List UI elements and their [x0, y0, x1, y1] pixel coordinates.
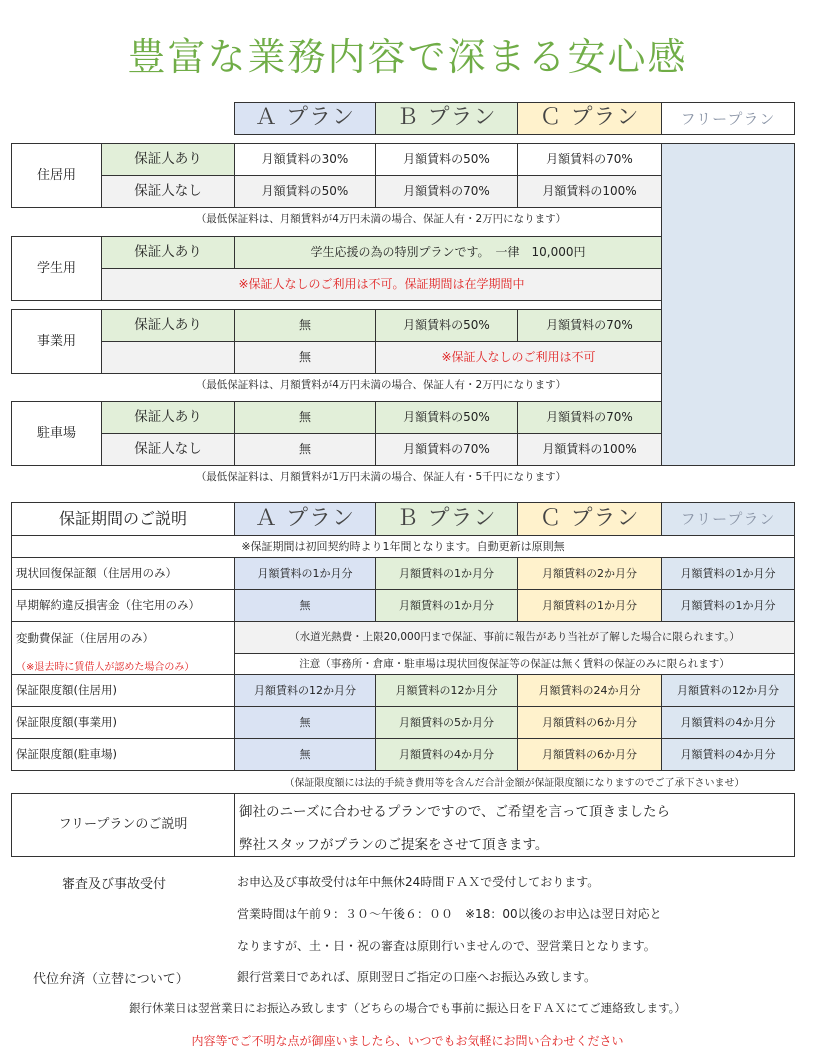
business-row2-bc: ※保証人なしのご利用は不可 — [375, 341, 662, 374]
limit-row1-b: 月額賃料の12か月分 — [375, 674, 518, 707]
period-row2-free: 月額賃料の1か月分 — [661, 589, 795, 622]
student-row1-label: 保証人あり — [101, 236, 235, 269]
variable-text2: 注意（事務所・倉庫・駐車場は現状回復保証等の保証は無く賃料の保証のみに限られます） — [234, 653, 795, 675]
residential-row2-c: 月額賃料の100% — [517, 175, 662, 208]
period-plan-b: Ｂ プラン — [375, 502, 518, 536]
period-notice: ※保証期間は初回契約時より1年間となります。自動更新は原則無 — [11, 535, 795, 558]
residential-row1-c: 月額賃料の70% — [517, 143, 662, 176]
info-line1: お申込及び事故受付は年中無休24時間ＦＡＸで受付しております。 — [237, 875, 600, 889]
plan-c-header: Ｃ プラン — [517, 102, 662, 135]
period-row1-label: 現状回復保証額（住居用のみ） — [11, 557, 235, 590]
limit-row3-c: 月額賃料の6か月分 — [517, 738, 662, 771]
business-row2-label — [101, 341, 235, 374]
period-row1-free: 月額賃料の1か月分 — [661, 557, 795, 590]
period-row2-b: 月額賃料の1か月分 — [375, 589, 518, 622]
period-row2-label: 早期解約違反損害金（住宅用のみ） — [11, 589, 235, 622]
residential-row1-b: 月額賃料の50% — [375, 143, 518, 176]
limit-row2-a: 無 — [234, 706, 376, 739]
info-line2: 営業時間は午前９：３０～午後６：００ ※18：00以後のお申込は翌日対応と — [237, 907, 662, 921]
business-row1-label: 保証人あり — [101, 309, 235, 342]
free-plan-line2: 弊社スタッフがプランのご提案をさせて頂きます。 — [239, 837, 549, 853]
business-row1-c: 月額賃料の70% — [517, 309, 662, 342]
business-note: （最低保証料は、月額賃料が4万円未満の場合、保証人有・2万円になります） — [195, 378, 567, 391]
residential-note: （最低保証料は、月額賃料が4万円未満の場合、保証人有・2万円になります） — [195, 212, 567, 225]
variable-label: 変動費保証（住居用のみ） — [16, 631, 154, 645]
parking-row2-a: 無 — [234, 433, 376, 466]
limit-row3-free: 月額賃料の4か月分 — [661, 738, 795, 771]
period-row2-a: 無 — [234, 589, 376, 622]
parking-row1-label: 保証人あり — [101, 401, 235, 434]
limit-note: （保証限度額には法的手続き費用等を含んだ合計金額が保証限度額になりますのでご了承下さいませ） — [284, 777, 745, 789]
limit-row2-b: 月額賃料の5か月分 — [375, 706, 518, 739]
period-header: 保証期間のご説明 — [11, 502, 235, 536]
free-plan-text-box — [234, 793, 795, 857]
limit-row2-label: 保証限度額(事業用) — [11, 706, 235, 739]
footer-contact: 内容等でご不明な点が御座いましたら、いつでもお気軽にお問い合わせください — [191, 1034, 624, 1048]
limit-row3-b: 月額賃料の4か月分 — [375, 738, 518, 771]
info-line4: 銀行営業日であれば、原則翌日ご指定の口座へお振込み致します。 — [237, 970, 597, 984]
variable-sublabel: （※退去時に賃借人が認めた場合のみ） — [16, 662, 195, 673]
student-row2-text: ※保証人なしのご利用は不可。保証期間は在学期間中 — [101, 268, 662, 301]
limit-row2-free: 月額賃料の4か月分 — [661, 706, 795, 739]
business-row1-a: 無 — [234, 309, 376, 342]
business-row1-b: 月額賃料の50% — [375, 309, 518, 342]
parking-note: （最低保証料は、月額賃料が1万円未満の場合、保証人有・5千円になります） — [195, 470, 567, 483]
period-row2-c: 月額賃料の1か月分 — [517, 589, 662, 622]
residential-row2-a: 月額賃料の50% — [234, 175, 376, 208]
residential-row1-label: 保証人あり — [101, 143, 235, 176]
parking-row1-a: 無 — [234, 401, 376, 434]
plan-a-header: Ａ プラン — [234, 102, 376, 135]
info-line5: 銀行休業日は翌営業日にお振込み致します（どちらの場合でも事前に振込日をＦＡＸにてご連絡致します。） — [129, 1001, 686, 1015]
period-row1-a: 月額賃料の1か月分 — [234, 557, 376, 590]
business-row2-a: 無 — [234, 341, 376, 374]
residential-row2-label: 保証人なし — [101, 175, 235, 208]
limit-row3-a: 無 — [234, 738, 376, 771]
free-plan-label: フリープランのご説明 — [11, 793, 235, 857]
plan-free-header: フリープラン — [661, 102, 795, 135]
parking-row2-label: 保証人なし — [101, 433, 235, 466]
business-label: 事業用 — [11, 309, 102, 374]
parking-row2-c: 月額賃料の100% — [517, 433, 662, 466]
limit-row2-c: 月額賃料の6か月分 — [517, 706, 662, 739]
free-plan-line1: 御社のニーズに合わせるプランですので、ご希望を言って頂きましたら — [239, 804, 671, 820]
variable-label-box — [11, 621, 235, 675]
residential-row2-b: 月額賃料の70% — [375, 175, 518, 208]
limit-row1-c: 月額賃料の24か月分 — [517, 674, 662, 707]
parking-row1-b: 月額賃料の50% — [375, 401, 518, 434]
residential-label: 住居用 — [11, 143, 102, 208]
period-row1-b: 月額賃料の1か月分 — [375, 557, 518, 590]
free-plan-column — [661, 143, 795, 466]
variable-text1: （水道光熱費・上限20,000円まで保証、事前に報告があり当社が了解した場合に限られます。） — [234, 621, 795, 654]
parking-row2-b: 月額賃料の70% — [375, 433, 518, 466]
period-plan-free: フリープラン — [661, 502, 795, 536]
limit-row1-label: 保証限度額(住居用) — [11, 674, 235, 707]
residential-row1-a: 月額賃料の30% — [234, 143, 376, 176]
student-label: 学生用 — [11, 236, 102, 301]
limit-row1-free: 月額賃料の12か月分 — [661, 674, 795, 707]
period-row1-c: 月額賃料の2か月分 — [517, 557, 662, 590]
period-plan-a: Ａ プラン — [234, 502, 376, 536]
parking-row1-c: 月額賃料の70% — [517, 401, 662, 434]
page-title: 豊富な業務内容で深まる安心感 — [127, 35, 688, 79]
limit-row3-label: 保証限度額(駐車場) — [11, 738, 235, 771]
plan-b-header: Ｂ プラン — [375, 102, 518, 135]
student-row1-text: 学生応援の為の特別プランです。 一律 10,000円 — [234, 236, 662, 269]
limit-row1-a: 月額賃料の12か月分 — [234, 674, 376, 707]
period-plan-c: Ｃ プラン — [517, 502, 662, 536]
info-line3: なりますが、土・日・祝の審査は原則行いませんので、翌営業日となります。 — [237, 939, 656, 953]
screening-label: 審査及び事故受付 — [62, 877, 167, 892]
subrogation-label: 代位弁済（立替について） — [33, 972, 189, 987]
parking-label: 駐車場 — [11, 401, 102, 466]
